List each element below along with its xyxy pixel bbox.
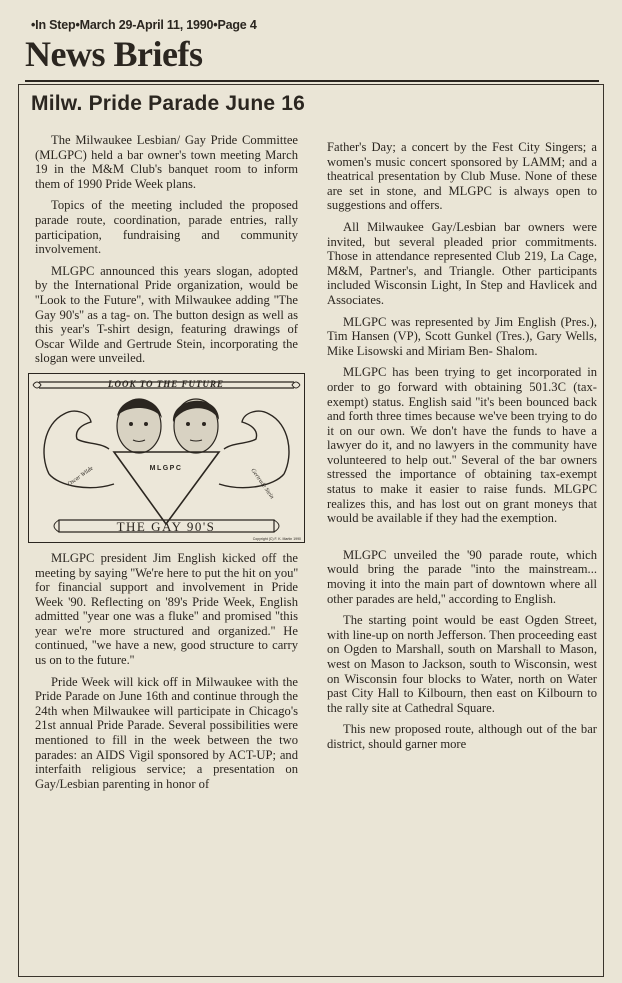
paragraph: MLGPC was represented by Jim English (Pres.), Tim Hansen (VP), Scott Gunkel (Tres.), Gary Wells, Mike Lisowski and Miriam Ben- Shalom. [327,314,597,358]
paragraph: MLGPC has been trying to get incorporated in order to go forward with obtaining 501.3C (tax-exempt) status. English said ''it's been bounced back and forth three times because we've been trying to do it on our own. We don't have the funds to have a lawyer do it, and no lawyers in the community have volunteered to help out.'' Several of the bar owners stressed the importance of obtaining tax-exempt status to make it easier to raise funds. MLGPC realizes this, and has lost out on grant moneys that would be available if they had the exemption. [327,365,597,526]
paragraph: All Milwaukee Gay/Lesbian bar owners were invited, but several pleaded prior commitments. Those in attendance represented Club 219, La Cage, M&M, Partner's, and Triangle. Other participants included Wisconsin Light, In Step and Havlicek and Associates. [327,219,597,307]
illustration-credit: Copyright (C) F. K. Martin 1990 [252,536,301,541]
paragraph: MLGPC announced this years slogan, adopted by the International Pride organization, would be ''Look to the Future'', with Milwaukee adding ''The Gay 90's'' as a tag- on. The button design as well as this year's T-shirt design, featuring drawings of Oscar Wilde and Gertrude Stein, incorporating the slogan were unveiled. [35,263,298,366]
page-folio: •In Step•March 29-April 11, 1990•Page 4 [31,18,257,32]
article-column-1 [35,133,301,798]
paragraph: MLGPC unveiled the '90 parade route, which would bring the parade ''into the mainstream... moving it into the main part of downtown where all other parades are held,'' according to English. [327,547,597,606]
article-headline: Milw. Pride Parade June 16 [31,92,306,115]
article-column-2 [327,140,597,759]
paragraph: MLGPC president Jim English kicked off the meeting by saying ''We're here to put the hit on you'' for financial support and involvement in Pride Week '90. Reflecting on '89's Pride Week, English admitted ''year one was a fluke'' and promised ''this year we're more structured and organized.'' He continued, ''we have a new, good structure to carry us on to the future.'' [35,550,298,668]
pride-logo-artwork [29,374,304,542]
gertrude-stein-signature: Gertrude Stein [249,467,275,501]
pride-logo-illustration [28,373,305,543]
oscar-wilde-signature: Oscar Wilde [66,465,95,488]
paragraph: Pride Week will kick off in Milwaukee with the Pride Parade on June 16th and continue through the 24th when Milwaukee will participate in Chicago's 21st annual Pride Parade. Several possibilities were mentioned to fill in the week between the two parades: an AIDS Vigil sponsored by ACT-UP; and interfaith religious service; a presentation on Gay/Lesbian parenting in honor of [35,674,298,791]
paragraph: Topics of the meeting included the proposed parade route, coordination, parade entries, rally participation, fundraising and community involvement. [35,198,298,257]
triangle-text: MLGPC [149,464,183,472]
header-rule [25,80,599,82]
paragraph: The Milwaukee Lesbian/ Gay Pride Committee (MLGPC) held a bar owner's town meeting March 19 in the M&M Club's banquet room to inform them of 1990 Pride Week plans. [35,133,298,191]
banner-top-text: LOOK TO THE FUTURE [107,378,225,389]
section-title: News Briefs [25,34,203,74]
banner-bottom-text: THE GAY 90'S [116,518,216,534]
paragraph: This new proposed route, although out of the bar district, should garner more [327,722,597,751]
paragraph: The starting point would be east Ogden Street, with line-up on north Jefferson. Then proceeding east on Ogden to Marshall, south on Marshall to Mason, west on Mason to Jackson, south to Wisconsin, west on Wisconsin four blocks to Water, north on Water past City Hall to Kilbourn, then east on Kilbourn to the rally site at Cathedral Square. [327,613,597,715]
paragraph: Father's Day; a concert by the Fest City Singers; a women's music concert sponsored by LAMM; and a theatrical presentation by Club Muse. None of these are set in stone, and MLGPC is always open to suggestions and offers. [327,140,597,213]
